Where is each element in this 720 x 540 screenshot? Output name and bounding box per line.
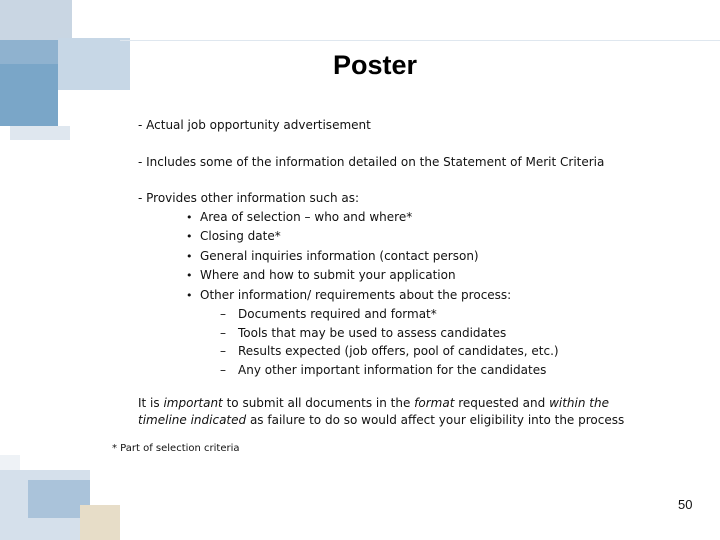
decor-square <box>10 126 70 140</box>
slide-body <box>138 116 698 429</box>
sub-bullet-item: – Results expected (job offers, pool of candidates, etc.) <box>220 342 698 361</box>
bullet-item: • Other information/ requirements about the process: <box>186 286 698 306</box>
sub-bullet-item: – Any other important information for the candidates <box>220 361 698 380</box>
sub-bullet-list <box>138 305 698 379</box>
closing-paragraph: It is important to submit all documents in the format requested and within the timeline indicated as failure to do so would affect your eligibility into the process <box>138 396 625 427</box>
sub-bullet-item: – Tools that may be used to assess candidates <box>220 324 698 343</box>
bullet-item: • Where and how to submit your application <box>186 266 698 286</box>
decor-square <box>0 0 72 40</box>
decor-line <box>120 40 720 41</box>
sub-bullet-item: – Documents required and format* <box>220 305 698 324</box>
bullet-item: • Area of selection – who and where* <box>186 208 698 228</box>
decor-square <box>80 505 120 540</box>
bullet-item: • General inquiries information (contact person) <box>186 247 698 267</box>
footnote: * Part of selection criteria <box>112 443 240 454</box>
bullet-list <box>138 208 698 306</box>
body-line: - Actual job opportunity advertisement <box>138 118 371 132</box>
body-line: - Provides other information such as: <box>138 191 360 205</box>
bullet-item: • Closing date* <box>186 227 698 247</box>
slide-title: Poster <box>332 50 418 80</box>
page-number: 50 <box>678 497 693 512</box>
body-line: - Includes some of the information detailed on the Statement of Merit Criteria <box>138 154 605 169</box>
